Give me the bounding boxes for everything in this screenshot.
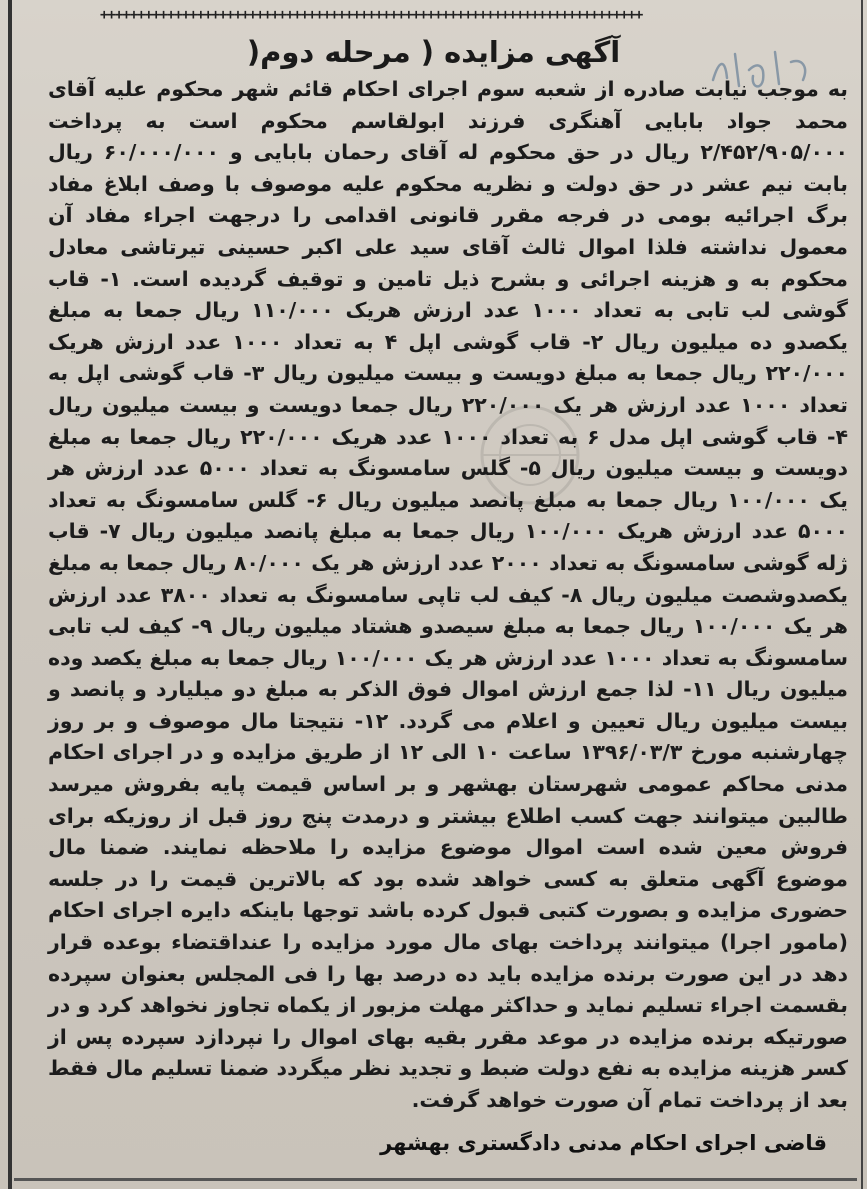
left-border-rule [8,0,12,1189]
bottom-border-rule [14,1178,857,1181]
right-border-rule [861,0,863,1189]
notice-title: آگهی مزایده ( مرحله دوم( [246,35,621,69]
notice-signature: قاضی اجرای احکام مدنی دادگستری بهشهر [380,1131,827,1155]
top-decorative-rule: +++++++++++++++++++++++++++++++++++++++++++++++++++++++++++++++++++++++++ [100,8,643,22]
notice-body: به موجب نیابت صادره از شعبه سوم اجرای احکام قائم شهر محکوم علیه آقای محمد جواد بابایی آهنگری فرزند ابولقاسم محکوم است به پرداخت ۲/۴۵۲/۹۰۵/۰۰۰ ریال در حق محکوم له آقای رحمان بابایی و ۶۰/۰۰۰/۰۰۰ ریال بابت نیم عشر در حق دولت و نظریه محکوم علیه موصوف با وصف ابلاغ مفاد برگ اجرائیه بومی در فرجه مقرر قانونی اقدامی را درجهت اجراء مفاد آن معمول نداشته فلذا اموال ثالث آقای سید علی اکبر حسینی تیرتاشی معادل محکوم به و هزینه اجرائی و بشرح ذیل تامین و توقیف گردیده است. ۱- قاب گوشی لب تابی به تعداد ۱۰۰۰ عدد ارزش هریک ۱۱۰/۰۰۰ ریال جمعا به مبلغ یکصدو ده میلیون ریال ۲- قاب گوشی اپل ۴ به تعداد ۱۰۰۰ عدد ارزش هریک ۲۲۰/۰۰۰ ریال جمعا به مبلغ دویست و بیست میلیون ریال ۳- قاب گوشی اپل به تعداد ۱۰۰۰ عدد ارزش هر یک ۲۲۰/۰۰۰ ریال جمعا دویست و بیست میلیون ریال ۴- قاب گوشی اپل مدل ۶ به تعداد ۱۰۰۰ عدد هریک ۲۲۰/۰۰۰ ریال جمعا به مبلغ دویست و بیست میلیون ریال ۵- گلس سامسونگ به تعداد ۵۰۰۰ عدد ارزش هر یک ۱۰۰/۰۰۰ ریال جمعا به مبلغ پانصد میلیون ریال ۶- گلس سامسونگ به تعداد ۵۰۰۰ عدد ارزش هریک ۱۰۰/۰۰۰ ریال جمعا به مبلغ پانصد میلیون ریال ۷- قاب ژله گوشی سامسونگ به تعداد ۲۰۰۰ عدد ارزش هر یک ۸۰/۰۰۰ ریال جمعا به مبلغ یکصدوشصت میلیون ریال ۸- کیف لب تاپی سامسونگ به تعداد ۳۸۰۰ عدد ارزش هر یک ۱۰۰/۰۰۰ ریال جمعا به مبلغ سیصدو هشتاد میلیون ریال ۹- کیف لب تابی سامسونگ به تعداد ۱۰۰۰ عدد ارزش هر یک ۱۰۰/۰۰۰ ریال جمعا به مبلغ یکصد وده میلیون ریال ۱۱- لذا جمع ارزش اموال فوق الذکر به مبلغ دو میلیارد و پانصد و بیست میلیون ریال تعیین و اعلام می گردد. ۱۲- نتیجتا مال موصوف و بر روز چهارشنبه مورخ ۱۳۹۶/۰۳/۳ ساعت ۱۰ الی ۱۲ از طریق مزایده و در اجرای احکام مدنی محاکم عمومی شهرستان بهشهر و بر اساس قیمت پایه بفروش میرسد طالبین میتوانند جهت کسب اطلاع بیشتر و درمدت پنج روز قبل از روزیکه برای فروش معین شده است اموال موضوع مزایده را ملاحظه نمایند. ضمنا مال موضوع آگهی متعلق به کسی خواهد شده بود که بالاترین قیمت را در جلسه حضوری مزایده و بصورت کتبی قبول کرده باشد توجها باینکه دایره اجرای احکام (مامور اجرا) میتوانند پرداخت بهای مال مورد مزایده را عنداقتضاء بوعده قرار دهد در این صورت برنده مزایده باید ده درصد بها را فی المجلس بعنوان سپرده بقسمت اجراء تسلیم نماید و حداکثر مهلت مزبور از یکماه تجاوز نخواهد کرد و در صورتیکه برنده مزایده در موعد مقرر بقیه بهای اموال را نپردازد سپرده پس از کسر هزینه مزایده به نفع دولت ضبط و تجدید نظر میگردد ضمنا تسلیم مال فقط بعد از پرداخت تمام آن صورت خواهد گرفت. [48,77,849,1112]
